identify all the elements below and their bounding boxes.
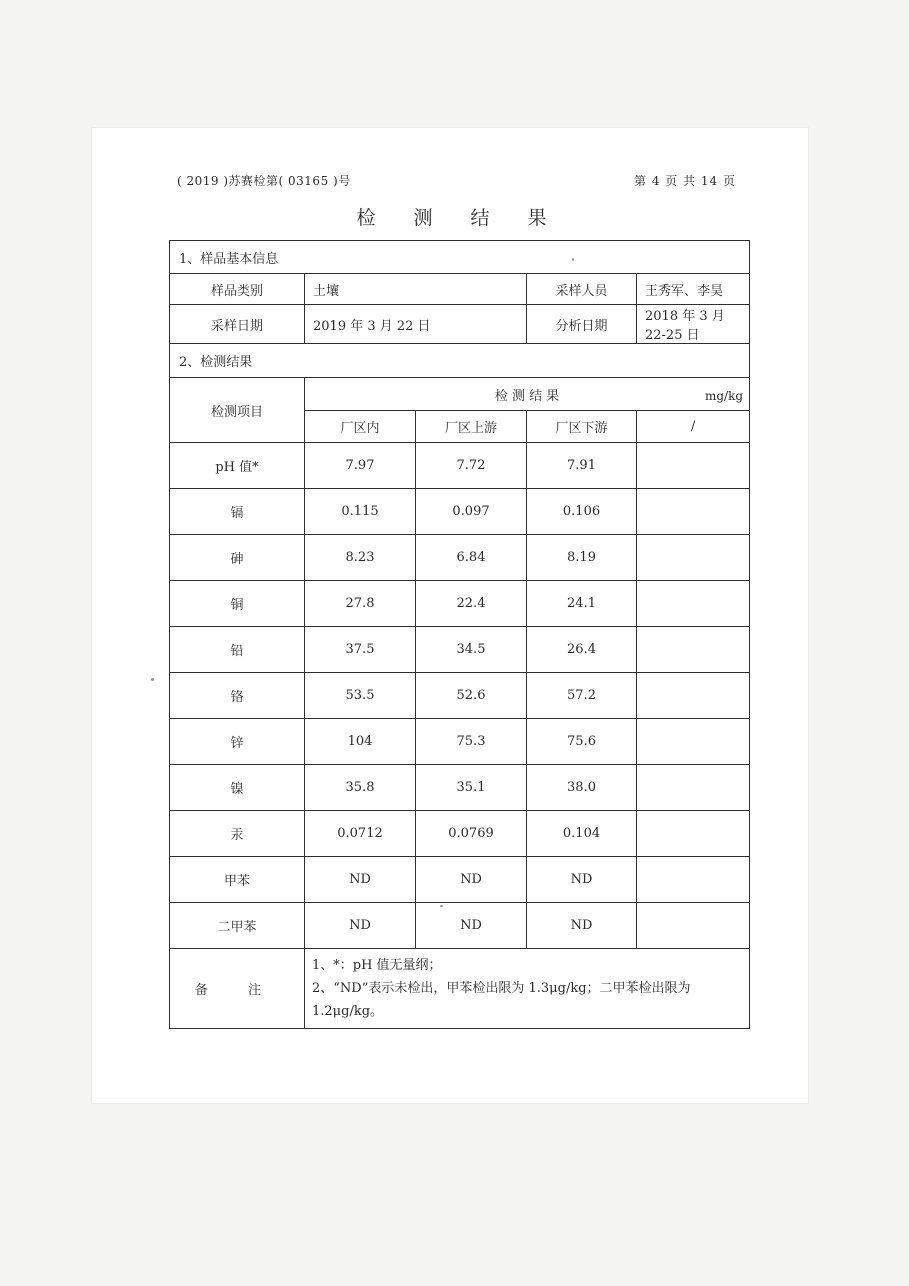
- table-row: [170, 903, 750, 949]
- result-value: 0.0712: [305, 811, 416, 857]
- result-value: 0.0769: [416, 811, 527, 857]
- result-value: 35.8: [305, 765, 416, 811]
- results-heading-row: [170, 344, 750, 378]
- results-table: [169, 240, 750, 1029]
- column-header-blank: /: [637, 411, 750, 443]
- result-value: 35.1: [416, 765, 527, 811]
- table-row: [170, 857, 750, 903]
- sample-info-heading: 1、样品基本信息: [170, 241, 750, 274]
- item-name: 铅: [170, 627, 305, 673]
- column-header-upstream: 厂区上游: [416, 411, 527, 443]
- item-name: 砷: [170, 535, 305, 581]
- result-value: ND: [527, 903, 637, 949]
- result-value: ND: [416, 903, 527, 949]
- item-name: 镉: [170, 489, 305, 535]
- result-value: [637, 443, 750, 489]
- result-value: 7.72: [416, 443, 527, 489]
- result-value: [637, 489, 750, 535]
- remarks-content: [305, 949, 750, 1029]
- result-value: 53.5: [305, 673, 416, 719]
- sampling-date-value: 2019 年 3 月 22 日: [305, 305, 527, 344]
- result-group-header: [305, 378, 750, 411]
- page-title: 检 测 结 果: [356, 207, 563, 229]
- result-value: [637, 627, 750, 673]
- result-value: 75.6: [527, 719, 637, 765]
- table-row: [170, 811, 750, 857]
- item-name: 二甲苯: [170, 903, 305, 949]
- table-row: [170, 581, 750, 627]
- result-value: ND: [305, 857, 416, 903]
- sample-type-value: 土壤: [305, 274, 527, 305]
- result-value: [637, 581, 750, 627]
- result-value: [637, 673, 750, 719]
- result-value: 38.0: [527, 765, 637, 811]
- result-value: ND: [527, 857, 637, 903]
- remarks-label: 备 注: [170, 949, 305, 1029]
- sample-info-heading-row: [170, 241, 750, 274]
- result-value: 8.23: [305, 535, 416, 581]
- page-number: 第 4 页 共 14 页: [634, 174, 736, 188]
- report-number: ( 2019 )苏赛检第( 03165 )号: [177, 174, 351, 188]
- remark-line-1: 1、*：pH 值无量纲；: [312, 958, 442, 973]
- result-value: 7.97: [305, 443, 416, 489]
- sample-info-row-2: [170, 305, 750, 344]
- scan-speck: [440, 905, 443, 907]
- sampling-date-label: 采样日期: [170, 305, 305, 344]
- unit-label: mg/kg: [705, 389, 744, 403]
- table-row: [170, 765, 750, 811]
- remark-line-2: 2、“ND”表示未检出，甲苯检出限为 1.3μg/kg；二甲苯检出限为 1.2μg/kg。: [312, 981, 691, 1019]
- result-value: [637, 857, 750, 903]
- analysis-date-value: 2018 年 3 月 22-25 日: [637, 305, 750, 344]
- item-name: 甲苯: [170, 857, 305, 903]
- sampler-label: 采样人员: [527, 274, 637, 305]
- column-header-inside: 厂区内: [305, 411, 416, 443]
- result-value: 52.6: [416, 673, 527, 719]
- result-value: [637, 719, 750, 765]
- result-value: 26.4: [527, 627, 637, 673]
- result-value: 27.8: [305, 581, 416, 627]
- remarks-row: [170, 949, 750, 1029]
- results-heading: 2、检测结果: [170, 344, 750, 378]
- table-row: [170, 489, 750, 535]
- scan-speck: [151, 678, 154, 681]
- item-name: 锌: [170, 719, 305, 765]
- result-value: 0.106: [527, 489, 637, 535]
- result-value: 37.5: [305, 627, 416, 673]
- item-name: 镍: [170, 765, 305, 811]
- result-value: 75.3: [416, 719, 527, 765]
- table-row: [170, 627, 750, 673]
- result-value: 57.2: [527, 673, 637, 719]
- result-value: 24.1: [527, 581, 637, 627]
- result-header-label: 检 测 结 果: [494, 388, 560, 404]
- result-value: 104: [305, 719, 416, 765]
- result-value: 6.84: [416, 535, 527, 581]
- result-value: 8.19: [527, 535, 637, 581]
- result-value: 22.4: [416, 581, 527, 627]
- item-name: 铬: [170, 673, 305, 719]
- scan-speck: [572, 258, 574, 261]
- sample-type-label: 样品类别: [170, 274, 305, 305]
- sample-info-row-1: [170, 274, 750, 305]
- result-value: ND: [416, 857, 527, 903]
- result-value: [637, 811, 750, 857]
- item-name: 铜: [170, 581, 305, 627]
- table-row: [170, 535, 750, 581]
- result-value: 7.91: [527, 443, 637, 489]
- result-value: ND: [305, 903, 416, 949]
- analysis-date-label: 分析日期: [527, 305, 637, 344]
- result-value: 0.115: [305, 489, 416, 535]
- column-header-downstream: 厂区下游: [527, 411, 637, 443]
- table-row: [170, 443, 750, 489]
- result-value: [637, 903, 750, 949]
- result-value: [637, 535, 750, 581]
- item-name: 汞: [170, 811, 305, 857]
- result-value: 0.097: [416, 489, 527, 535]
- table-row: [170, 719, 750, 765]
- item-column-header: 检测项目: [170, 378, 305, 443]
- result-value: [637, 765, 750, 811]
- result-value: 0.104: [527, 811, 637, 857]
- table-row: [170, 673, 750, 719]
- sampler-value: 王秀军、李昊: [637, 274, 750, 305]
- item-name: pH 值*: [170, 443, 305, 489]
- results-header-row-1: [170, 378, 750, 411]
- result-value: 34.5: [416, 627, 527, 673]
